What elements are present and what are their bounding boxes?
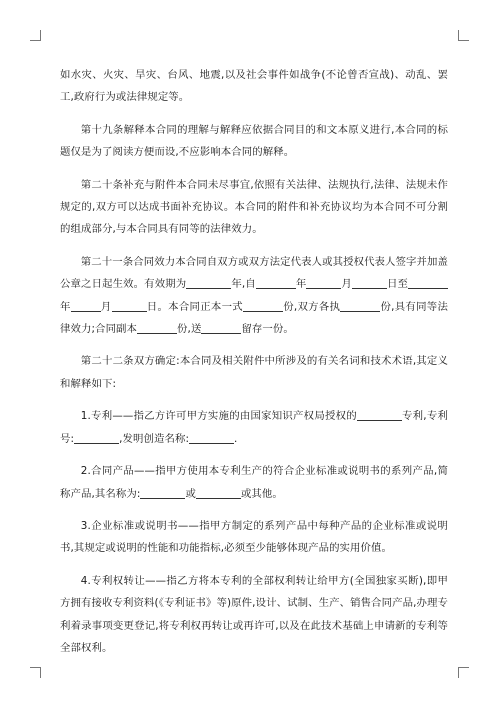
- paragraph-force-majeure: 如水灾、火灾、旱灾、台风、地震,以及社会事件如战争(不论曾否宣战)、动乱、罢工,政府行为或法律规定等。: [60, 69, 448, 104]
- blank-field[interactable]: [186, 276, 231, 289]
- blank-field[interactable]: [306, 276, 341, 289]
- text-segment: 留存一份。: [241, 323, 294, 336]
- text-segment: 份,送: [177, 323, 202, 336]
- corner-mark-bottom-right: [458, 667, 469, 678]
- blank-field[interactable]: [256, 276, 296, 289]
- corner-mark-top-right: [458, 30, 469, 41]
- paragraph-article-19: 第十九条解释本合同的理解与解释应依据合同目的和文本原义进行,本合同的标题仅是为了阅读方便而设,不应影响本合同的解释。: [60, 123, 448, 159]
- paragraph-article-21: [60, 251, 448, 341]
- text-segment: 日至: [386, 278, 408, 291]
- paragraph-definition-patent: [60, 405, 448, 450]
- corner-mark-bottom-left: [30, 667, 41, 678]
- text-segment: 日。本合同正本一式: [146, 300, 243, 313]
- text-segment: 份,具有同等法律效力;合同副本: [60, 300, 448, 336]
- blank-field[interactable]: [352, 276, 387, 289]
- paragraph-definition-transfer: 4.专利权转让——指乙方将本专利的全部权利转让给甲方(全国独家买断),即甲方拥有接收专利资料(《专利证书》等)原件,设计、试制、生产、销售合同产品,办理专利着录事项变更登记,将专利权再转让或再许可,以及在此技术基础上申请新的专利等全部权利。: [60, 574, 448, 654]
- text-segment: 专利,专利号:: [60, 410, 448, 445]
- document-body: [60, 64, 448, 669]
- text-segment: 或其他。: [240, 487, 283, 500]
- paragraph-definition-standard: 3.企业标准或说明书——指甲方制定的系列产品中每种产品的企业标准或说明书,其规定或说明的性能和功能指标,必须至少能够体现产品的实用价值。: [60, 519, 448, 555]
- blank-field[interactable]: [340, 299, 380, 312]
- blank-field[interactable]: [201, 321, 241, 334]
- blank-field[interactable]: [408, 276, 448, 289]
- blank-field[interactable]: [112, 299, 147, 312]
- text-segment: .: [234, 432, 238, 445]
- blank-field[interactable]: [71, 299, 101, 312]
- text-segment: ,发明创造名称:: [119, 432, 190, 445]
- blank-field[interactable]: [357, 408, 402, 421]
- text-segment: 年: [295, 278, 307, 291]
- text-segment: 或: [185, 487, 196, 500]
- corner-mark-top-left: [30, 30, 41, 41]
- text-segment: 年: [60, 300, 71, 313]
- text-segment: 年,自: [231, 278, 256, 291]
- blank-field[interactable]: [243, 299, 283, 312]
- blank-field[interactable]: [140, 486, 185, 499]
- blank-field[interactable]: [137, 321, 177, 334]
- blank-field[interactable]: [74, 431, 119, 444]
- text-segment: 月: [341, 278, 352, 291]
- paragraph-definition-product: [60, 460, 448, 505]
- text-segment: 月: [100, 300, 112, 313]
- text-segment: 1.专利——指乙方许可甲方实施的由国家知识产权局授权的: [80, 410, 357, 423]
- blank-field[interactable]: [196, 486, 241, 499]
- blank-field[interactable]: [189, 431, 234, 444]
- paragraph-article-22: 第二十二条双方确定:本合同及相关附件中所涉及的有关名词和技术术语,其定义和解释如下:: [60, 355, 448, 390]
- text-segment: 份,双方各执: [283, 300, 341, 313]
- paragraph-article-20: 第二十条补充与附件本合同未尽事宜,依照有关法律、法规执行,法律、法规未作规定的,双方可以达成书面补充协议。本合同的附件和补充协议均为本合同不可分割的组成部分,与本合同具有同等的法律效力。: [60, 178, 448, 236]
- text-segment: 2.合同产品——指甲方使用本专利生产的符合企业标准或说明书的系列产品,简称产品,其名称为:: [60, 465, 448, 500]
- text-segment: 第二十一条合同效力本合同自双方或双方法定代表人或其授权代表人签字并加盖公章之日起生效。有效期为: [60, 255, 448, 291]
